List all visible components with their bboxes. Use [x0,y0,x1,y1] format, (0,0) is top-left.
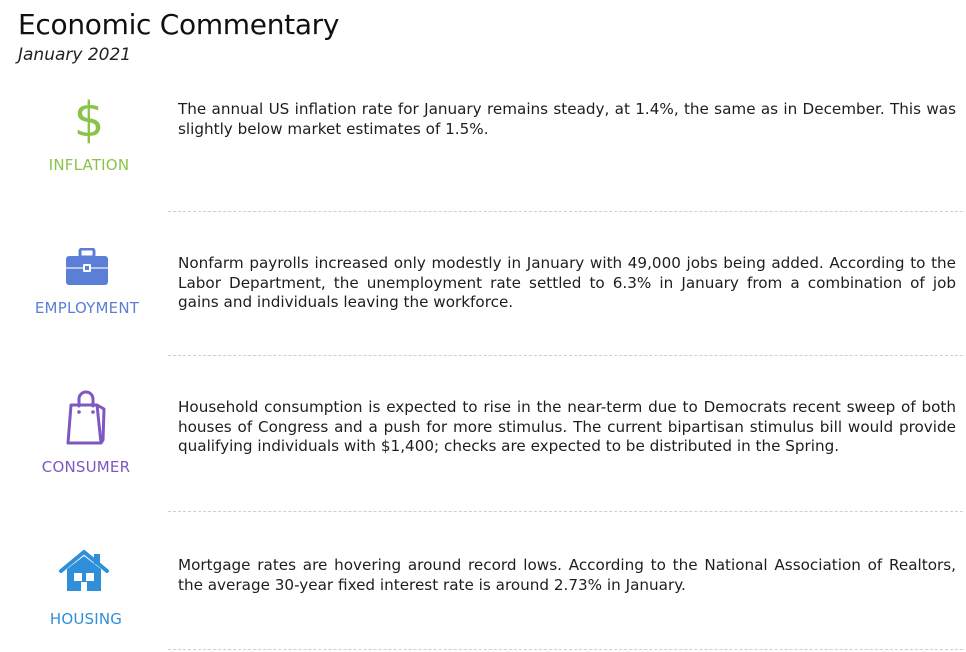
inflation-commentary: The annual US inflation rate for January remains steady, at 1.4%, the same as in December. This was slightly below market estimates of 1.5%. [178,100,956,138]
house-icon [25,549,143,593]
page-title: Economic Commentary [18,8,340,41]
dollar-sign-icon: $ [73,92,105,148]
shopping-bag-icon [27,390,145,446]
briefcase-icon [28,248,146,286]
employment-commentary: Nonfarm payrolls increased only modestly in January with 49,000 jobs being added. According to the Labor Department, the unemployment rate settled to 6.3% in January from a combination of job gains and individuals leaving the workforce. [178,254,956,311]
page-subtitle: January 2021 [18,45,132,65]
section-divider [168,211,963,212]
section-divider [168,355,963,356]
housing-commentary: Mortgage rates are hovering around record lows. According to the National Association of Realtors, the average 30-year fixed interest rate is around 2.73% in January. [178,556,956,594]
section-divider [168,511,963,512]
category-label-housing: HOUSING [49,610,123,628]
consumer-commentary: Household consumption is expected to rise in the near-term due to Democrats recent sweep of both houses of Congress and a push for more stimulus. The current bipartisan stimulus bill would provide qualifying individuals with $1,400; checks are expected to be distributed in the Spring. [178,398,956,455]
category-label-inflation: INFLATION [48,156,130,174]
category-label-consumer: CONSUMER [41,458,131,476]
section-divider [168,649,963,650]
category-label-employment: EMPLOYMENT [34,299,140,317]
